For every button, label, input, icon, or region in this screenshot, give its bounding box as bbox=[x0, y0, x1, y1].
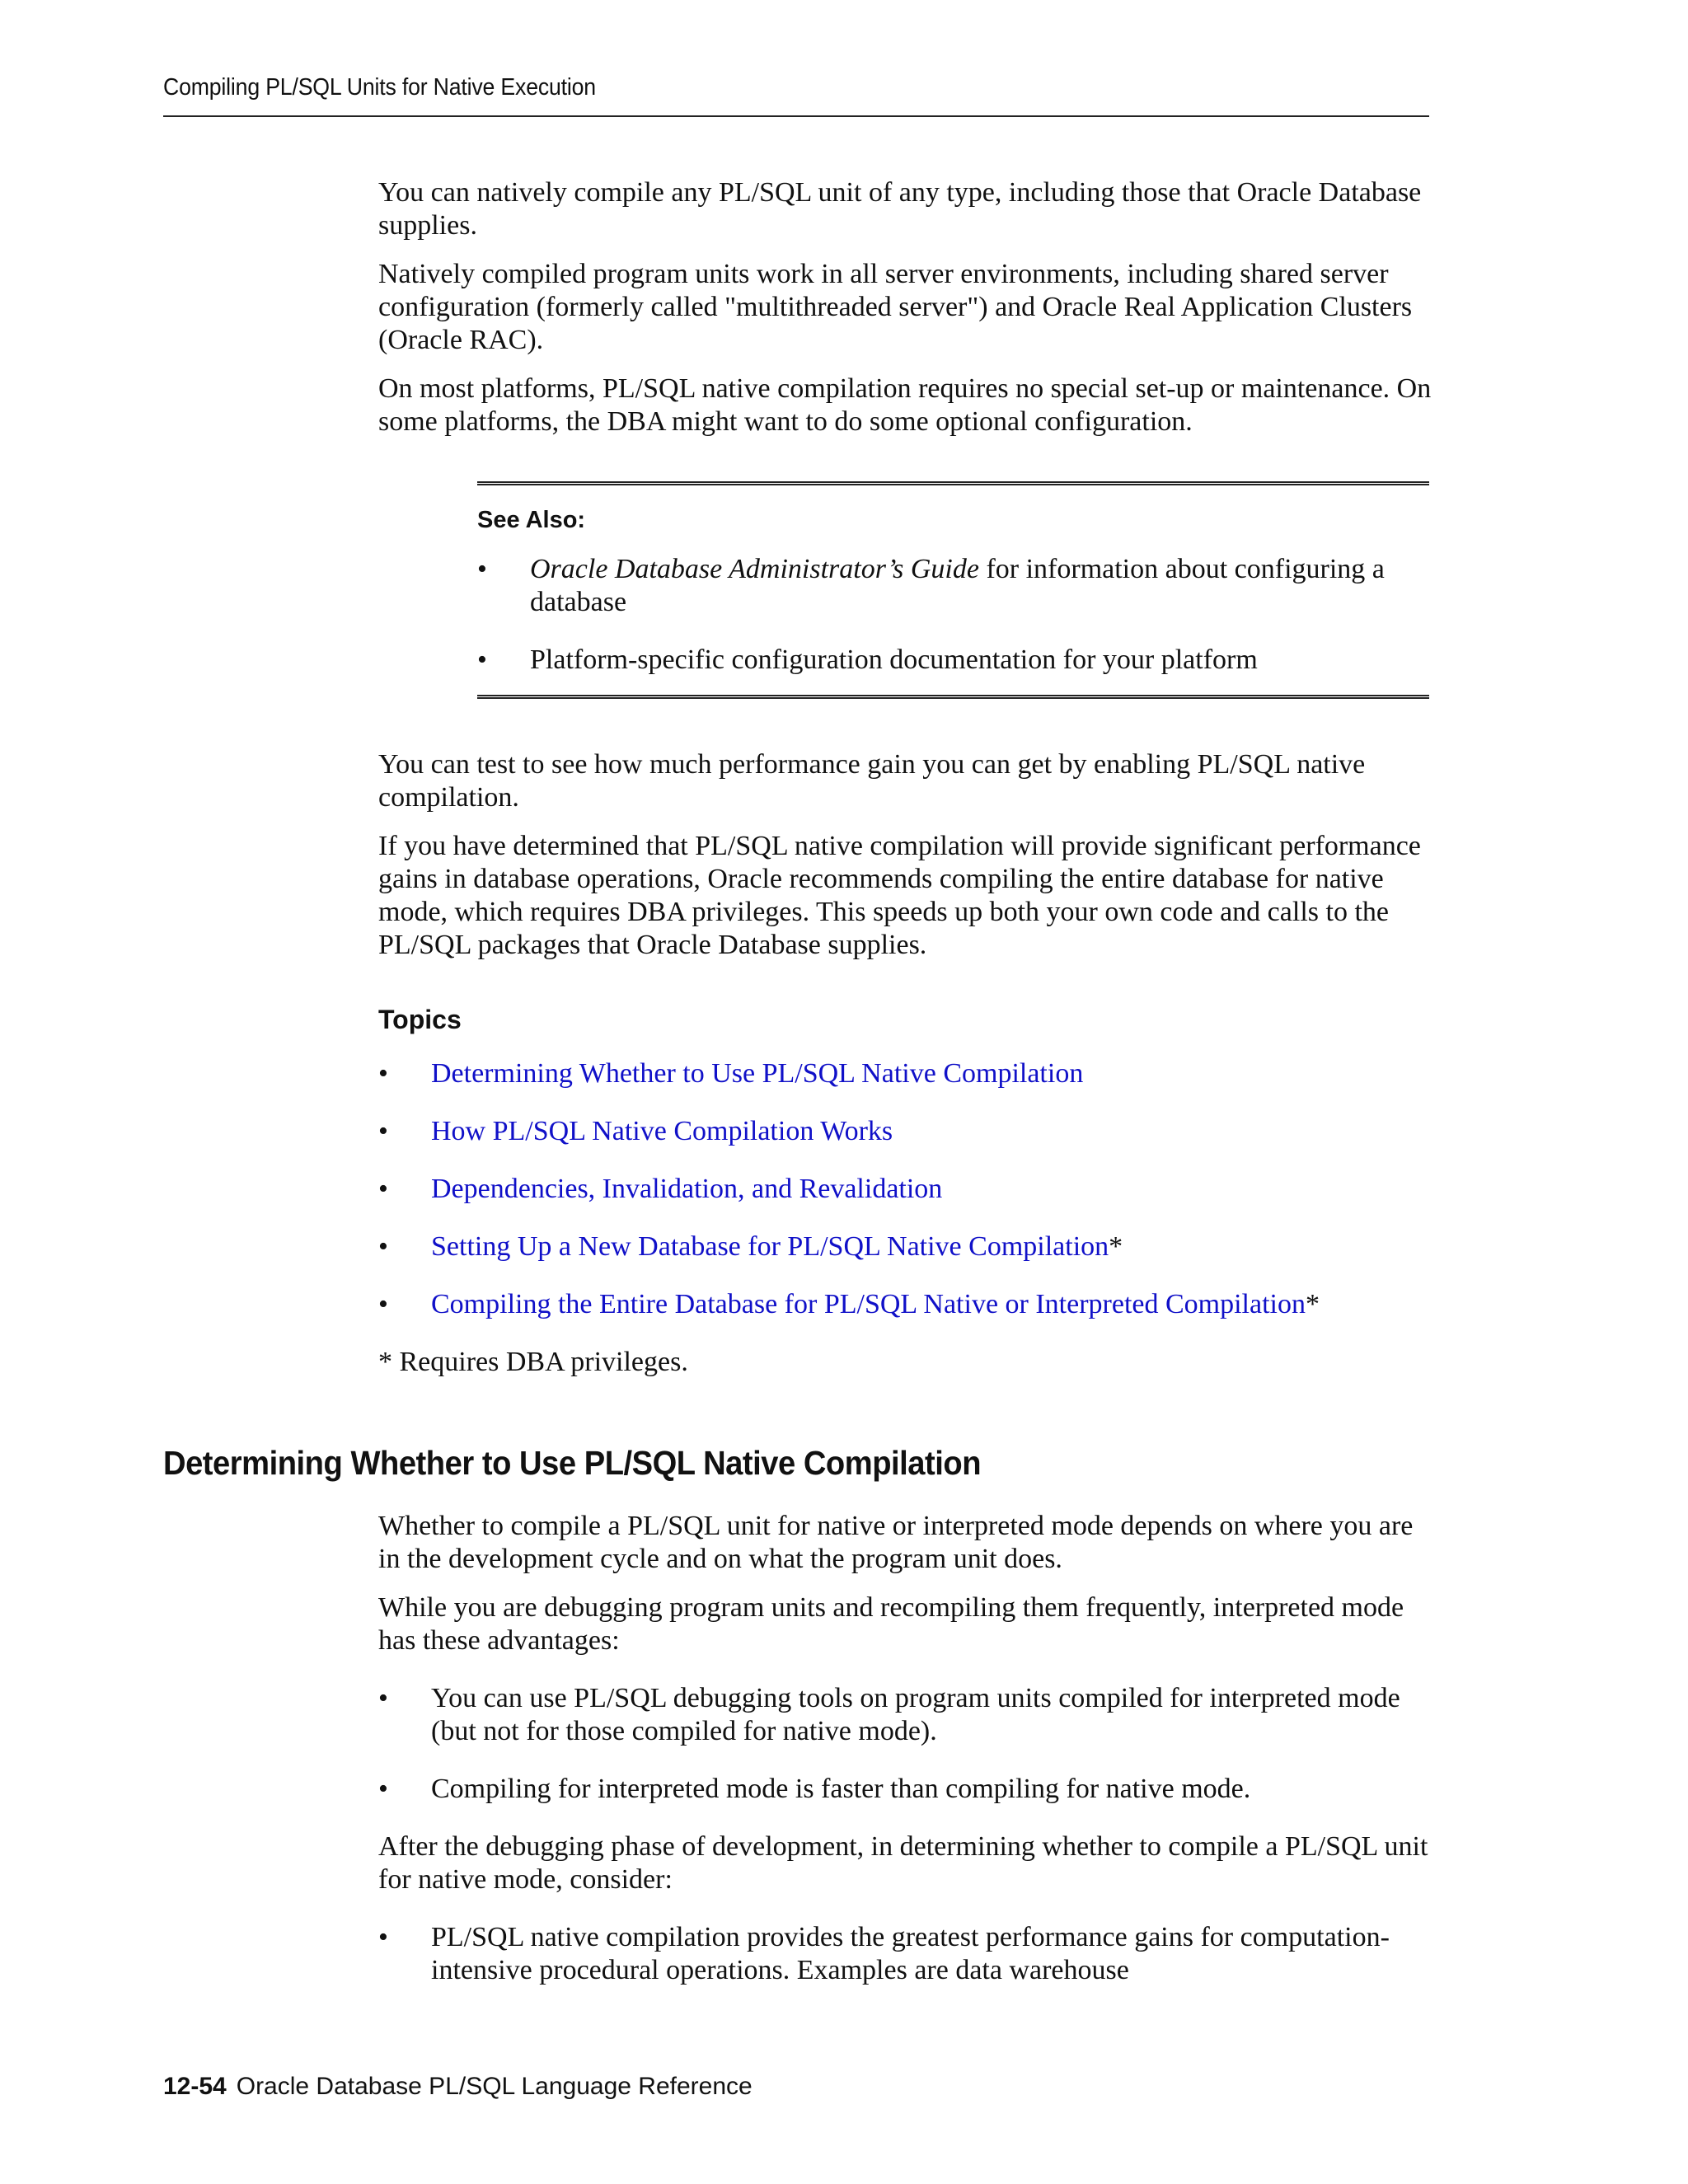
see-also-title: See Also: bbox=[477, 507, 586, 533]
body-paragraph-test: You can test to see how much performance gain you can get by enabling PL/SQL native compilation. bbox=[378, 749, 1366, 813]
topic-link-how-it-works[interactable]: How PL/SQL Native Compilation Works bbox=[431, 1116, 893, 1146]
bullet-icon: • bbox=[477, 644, 487, 675]
intro-paragraph-3: On most platforms, PL/SQL native compilation requires no special set-up or maintenance. On some platforms, the DBA might want to do some optional configuration. bbox=[378, 373, 1432, 437]
bullet-icon: • bbox=[378, 1174, 388, 1204]
see-also-box bbox=[477, 481, 1429, 699]
bullet-icon: • bbox=[378, 1289, 388, 1319]
section-paragraph-3: After the debugging phase of development, in determining whether to compile a PL/SQL unit for native mode, consider: bbox=[378, 1831, 1428, 1895]
bullet-icon: • bbox=[378, 1231, 388, 1262]
page-number: 12-54 bbox=[163, 2073, 227, 2100]
topic-item bbox=[378, 1057, 1433, 1090]
topics-heading: Topics bbox=[378, 1005, 462, 1034]
bullet-icon: • bbox=[477, 554, 487, 584]
list-item-text: You can use PL/SQL debugging tools on program units compiled for interpreted mode (but not for those compiled for native mode). bbox=[431, 1683, 1400, 1746]
list-item bbox=[378, 1682, 1433, 1748]
page-footer bbox=[163, 2073, 753, 2101]
see-also-item bbox=[477, 553, 1429, 619]
topic-item bbox=[378, 1115, 1433, 1148]
considerations-list bbox=[378, 1921, 1433, 1987]
section-paragraph-1: Whether to compile a PL/SQL unit for native or interpreted mode depends on where you are in the development cycle and on what the program unit does. bbox=[378, 1511, 1414, 1574]
body-paragraph-recommend: If you have determined that PL/SQL native compilation will provide significant performance gains in database operations, Oracle recommends compiling the entire database for native mode, which requires DBA privileges. This speeds up both your own code and calls to the PL/SQL packages that Oracle Database supplies. bbox=[378, 831, 1421, 960]
topic-item bbox=[378, 1173, 1433, 1206]
intro-paragraph-1: You can natively compile any PL/SQL unit of any type, including those that Oracle Database supplies. bbox=[378, 177, 1422, 241]
list-item bbox=[378, 1921, 1433, 1987]
main-body bbox=[378, 176, 1433, 1379]
header-rule bbox=[163, 115, 1429, 117]
topics-list bbox=[378, 1057, 1433, 1321]
intro-paragraph-2: Natively compiled program units work in all server environments, including shared server configuration (formerly called "multithreaded server") and Oracle Real Application Clusters (Oracle RAC). bbox=[378, 259, 1413, 355]
section-heading: Determining Whether to Use PL/SQL Native Compilation bbox=[163, 1444, 982, 1482]
section-paragraph-2: While you are debugging program units and recompiling them frequently, interpreted mode has these advantages: bbox=[378, 1592, 1404, 1656]
see-also-list bbox=[477, 553, 1429, 677]
topic-link-dependencies[interactable]: Dependencies, Invalidation, and Revalidation bbox=[431, 1174, 943, 1204]
bullet-icon: • bbox=[378, 1683, 388, 1713]
see-also-item-text: for information about configuring a database bbox=[530, 554, 1385, 617]
running-header: Compiling PL/SQL Units for Native Execution bbox=[163, 74, 596, 101]
bullet-icon: • bbox=[378, 1116, 388, 1146]
topic-link-setting-up[interactable]: Setting Up a New Database for PL/SQL Native Compilation bbox=[431, 1231, 1109, 1262]
see-also-book-title: Oracle Database Administrator’s Guide bbox=[530, 554, 979, 584]
topic-suffix: * bbox=[1109, 1231, 1123, 1262]
topic-item bbox=[378, 1230, 1433, 1263]
book-title: Oracle Database PL/SQL Language Reference bbox=[236, 2073, 753, 2100]
bullet-icon: • bbox=[378, 1058, 388, 1089]
bullet-icon: • bbox=[378, 1774, 388, 1804]
see-also-item-text: Platform-specific configuration documentation for your platform bbox=[530, 644, 1258, 675]
list-item-text: PL/SQL native compilation provides the greatest performance gains for computation-intensive procedural operations. Examples are data warehouse bbox=[431, 1922, 1390, 1985]
advantages-list bbox=[378, 1682, 1433, 1806]
see-also-item bbox=[477, 644, 1429, 677]
topic-link-compiling-entire[interactable]: Compiling the Entire Database for PL/SQL Native or Interpreted Compilation bbox=[431, 1289, 1306, 1319]
list-item bbox=[378, 1773, 1433, 1806]
bullet-icon: • bbox=[378, 1922, 388, 1952]
topic-item bbox=[378, 1288, 1433, 1321]
list-item-text: Compiling for interpreted mode is faster than compiling for native mode. bbox=[431, 1774, 1251, 1804]
topic-link-determining[interactable]: Determining Whether to Use PL/SQL Native Compilation bbox=[431, 1058, 1084, 1089]
section-body bbox=[378, 1510, 1433, 2012]
topics-footnote: * Requires DBA privileges. bbox=[378, 1347, 688, 1377]
topic-suffix: * bbox=[1306, 1289, 1320, 1319]
